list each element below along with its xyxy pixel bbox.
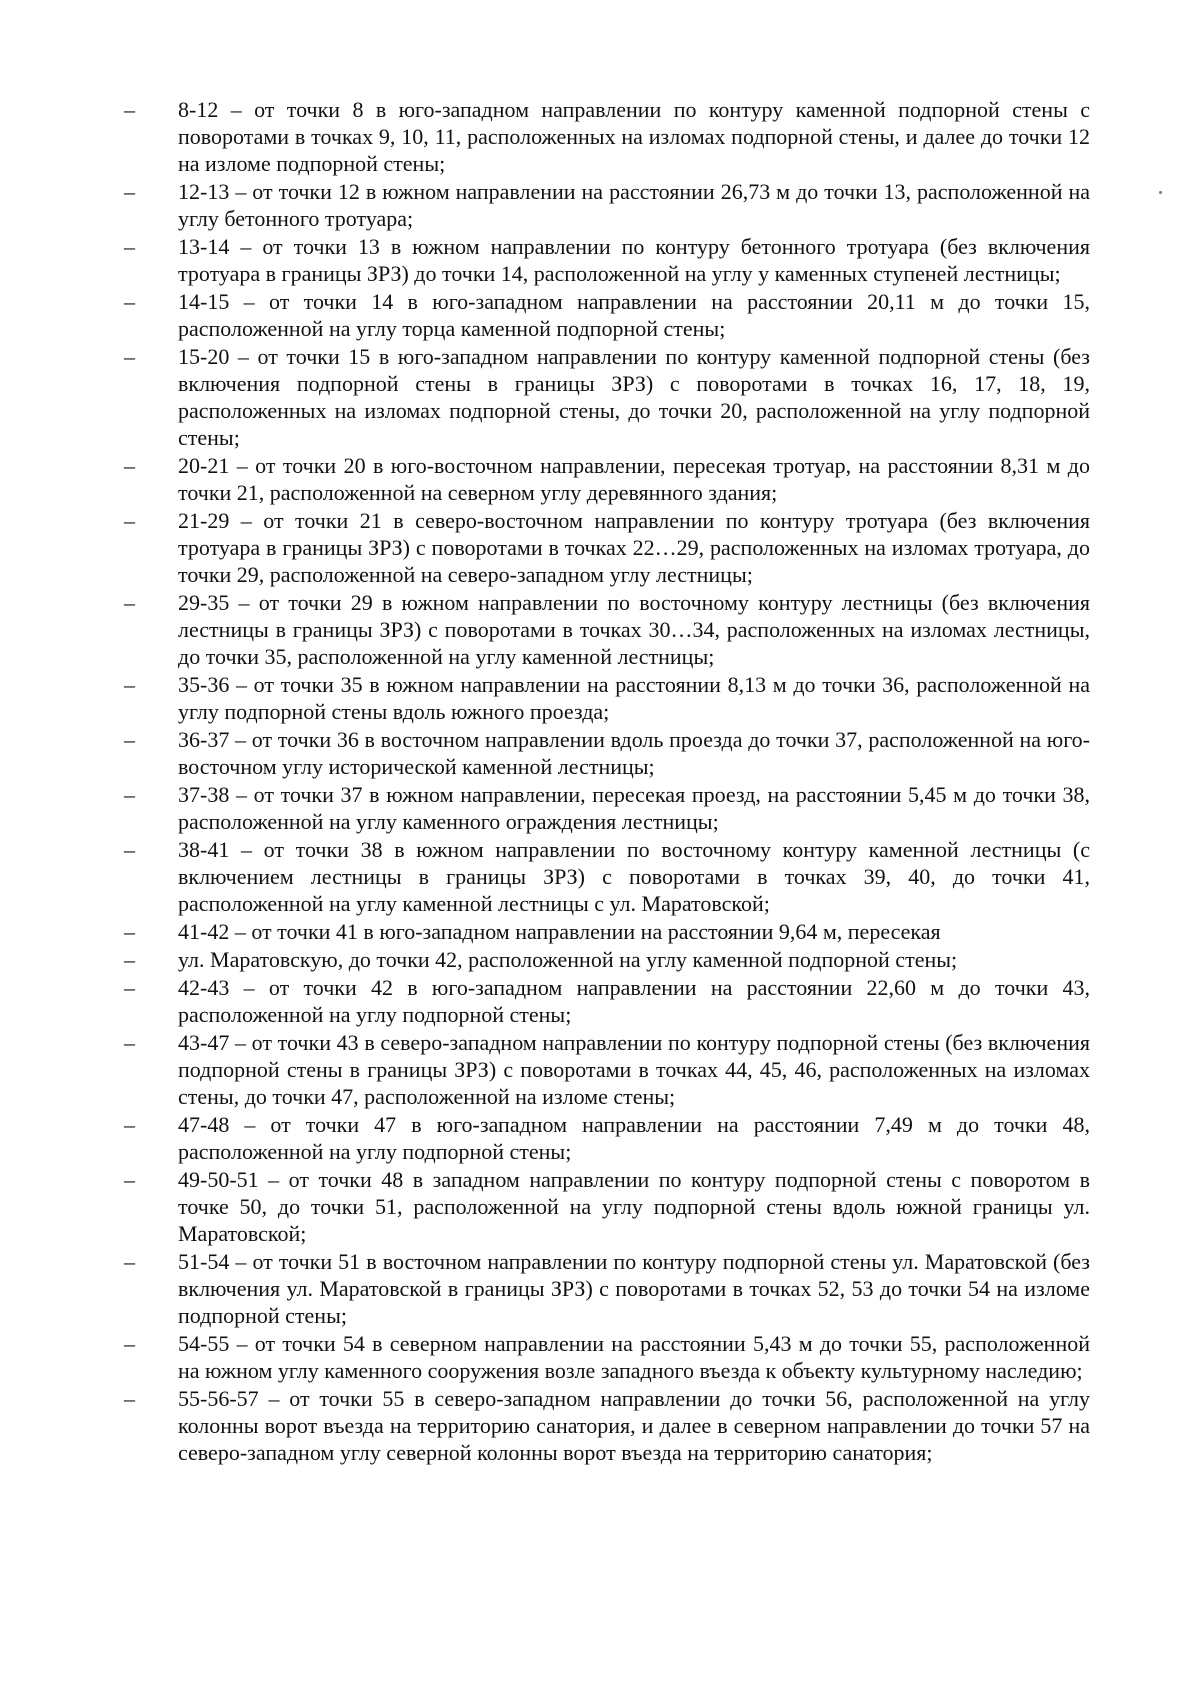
list-bullet-dash: – bbox=[124, 289, 135, 314]
list-item bbox=[124, 1166, 1090, 1247]
list-item-text: 35-36 – от точки 35 в южном направлении на расстоянии 8,13 м до точки 36, расположенной на углу подпорной стены вдоль южного проезда; bbox=[178, 672, 1090, 724]
list-item-text: 8-12 – от точки 8 в юго-западном направлении по контуру каменной подпорной стены с поворотами в точках 9, 10, 11, расположенных на изломах подпорной стены, и далее до точки 12 на изломе подпорной стены; bbox=[178, 97, 1090, 176]
list-item-text: 12-13 – от точки 12 в южном направлении на расстоянии 26,73 м до точки 13, расположенной на углу бетонного тротуара; bbox=[178, 179, 1090, 231]
list-bullet-dash: – bbox=[124, 234, 135, 259]
list-bullet-dash: – bbox=[124, 1167, 135, 1192]
list-bullet-dash: – bbox=[124, 344, 135, 369]
list-bullet-dash: – bbox=[124, 1030, 135, 1055]
list-item-text: 54-55 – от точки 54 в северном направлении на расстоянии 5,43 м до точки 55, расположенной на южном углу каменного сооружения возле западного въезда к объекту культурному наследию; bbox=[178, 1331, 1090, 1383]
list-bullet-dash: – bbox=[124, 672, 135, 697]
list-item bbox=[124, 1029, 1090, 1110]
list-bullet-dash: – bbox=[124, 1112, 135, 1137]
list-item-text: 51-54 – от точки 51 в восточном направлении по контуру подпорной стены ул. Маратовской (без включения ул. Маратовской в границы ЗРЗ) с поворотами в точках 52, 53 до точки 54 на изломе подпорной стены; bbox=[178, 1249, 1090, 1328]
list-item-text: 20-21 – от точки 20 в юго-восточном направлении, пересекая тротуар, на расстоянии 8,31 м до точки 21, расположенной на северном углу деревянного здания; bbox=[178, 453, 1090, 505]
boundary-description-list bbox=[124, 96, 1090, 1466]
list-bullet-dash: – bbox=[124, 837, 135, 862]
list-bullet-dash: – bbox=[124, 1331, 135, 1356]
list-item bbox=[124, 1111, 1090, 1165]
list-item bbox=[124, 974, 1090, 1028]
list-bullet-dash: – bbox=[124, 590, 135, 615]
list-bullet-dash: – bbox=[124, 975, 135, 1000]
list-item bbox=[124, 343, 1090, 451]
list-item bbox=[124, 1330, 1090, 1384]
list-item-text: 55-56-57 – от точки 55 в северо-западном направлении до точки 56, расположенной на углу колонны ворот въезда на территорию санатория, и далее в северном направлении до точки 57 на северо-западном углу северной колонны ворот въезда на территорию санатория; bbox=[178, 1386, 1090, 1465]
list-item bbox=[124, 1248, 1090, 1329]
list-bullet-dash: – bbox=[124, 508, 135, 533]
list-bullet-dash: – bbox=[124, 97, 135, 122]
list-item bbox=[124, 452, 1090, 506]
list-item-text: 47-48 – от точки 47 в юго-западном направлении на расстоянии 7,49 м до точки 48, расположенной на углу подпорной стены; bbox=[178, 1112, 1090, 1164]
list-item-text: 49-50-51 – от точки 48 в западном направлении по контуру подпорной стены с поворотом в точке 50, до точки 51, расположенной на углу подпорной стены вдоль южной границы ул. Маратовской; bbox=[178, 1167, 1090, 1246]
scan-speck bbox=[1159, 191, 1162, 194]
list-item-text: 41-42 – от точки 41 в юго-западном направлении на расстоянии 9,64 м, пересекая bbox=[178, 919, 941, 944]
list-item-text: 37-38 – от точки 37 в южном направлении, пересекая проезд, на расстоянии 5,45 м до точки 38, расположенной на углу каменного ограждения лестницы; bbox=[178, 782, 1090, 834]
list-item bbox=[124, 726, 1090, 780]
list-item-text: ул. Маратовскую, до точки 42, расположенной на углу каменной подпорной стены; bbox=[178, 947, 958, 972]
list-item bbox=[124, 671, 1090, 725]
list-item-text: 38-41 – от точки 38 в южном направлении по восточному контуру каменной лестницы (с включением лестницы в границы ЗРЗ) с поворотами в точках 39, 40, до точки 41, расположенной на углу каменной лестницы с ул. Маратовской; bbox=[178, 837, 1090, 916]
list-bullet-dash: – bbox=[124, 1249, 135, 1274]
list-item bbox=[124, 233, 1090, 287]
list-item-text: 43-47 – от точки 43 в северо-западном направлении по контуру подпорной стены (без включения подпорной стены в границы ЗРЗ) с поворотами в точках 44, 45, 46, расположенных на изломах стены, до точки 47, расположенной на изломе стены; bbox=[178, 1030, 1090, 1109]
list-item bbox=[124, 589, 1090, 670]
list-item-text: 21-29 – от точки 21 в северо-восточном направлении по контуру тротуара (без включения тротуара в границы ЗРЗ) с поворотами в точках 22…29, расположенных на изломах тротуара, до точки 29, расположенной на северо-западном углу лестницы; bbox=[178, 508, 1090, 587]
list-item bbox=[124, 1385, 1090, 1466]
list-bullet-dash: – bbox=[124, 947, 135, 972]
list-item bbox=[124, 178, 1090, 232]
list-item bbox=[124, 918, 1090, 945]
list-item-text: 29-35 – от точки 29 в южном направлении по восточному контуру лестницы (без включения лестницы в границы ЗРЗ) с поворотами в точках 30…34, расположенных на изломах лестницы, до точки 35, расположенной на углу каменной лестницы; bbox=[178, 590, 1090, 669]
list-bullet-dash: – bbox=[124, 782, 135, 807]
list-item bbox=[124, 836, 1090, 917]
list-item-text: 36-37 – от точки 36 в восточном направлении вдоль проезда до точки 37, расположенной на юго-восточном углу исторической каменной лестницы; bbox=[178, 727, 1090, 779]
list-bullet-dash: – bbox=[124, 727, 135, 752]
list-item bbox=[124, 288, 1090, 342]
list-item-text: 13-14 – от точки 13 в южном направлении по контуру бетонного тротуара (без включения тротуара в границы ЗРЗ) до точки 14, расположенной на углу у каменных ступеней лестницы; bbox=[178, 234, 1090, 286]
list-bullet-dash: – bbox=[124, 1386, 135, 1411]
list-bullet-dash: – bbox=[124, 453, 135, 478]
list-item bbox=[124, 781, 1090, 835]
list-item-text: 14-15 – от точки 14 в юго-западном направлении на расстоянии 20,11 м до точки 15, расположенной на углу торца каменной подпорной стены; bbox=[178, 289, 1090, 341]
list-item-text: 42-43 – от точки 42 в юго-западном направлении на расстоянии 22,60 м до точки 43, расположенной на углу подпорной стены; bbox=[178, 975, 1090, 1027]
list-bullet-dash: – bbox=[124, 179, 135, 204]
list-item bbox=[124, 946, 1090, 973]
list-item-text: 15-20 – от точки 15 в юго-западном направлении по контуру каменной подпорной стены (без включения подпорной стены в границы ЗРЗ) с поворотами в точках 16, 17, 18, 19, расположенных на изломах подпорной стены, до точки 20, расположенной на углу подпорной стены; bbox=[178, 344, 1090, 450]
list-bullet-dash: – bbox=[124, 919, 135, 944]
list-item bbox=[124, 96, 1090, 177]
list-item bbox=[124, 507, 1090, 588]
